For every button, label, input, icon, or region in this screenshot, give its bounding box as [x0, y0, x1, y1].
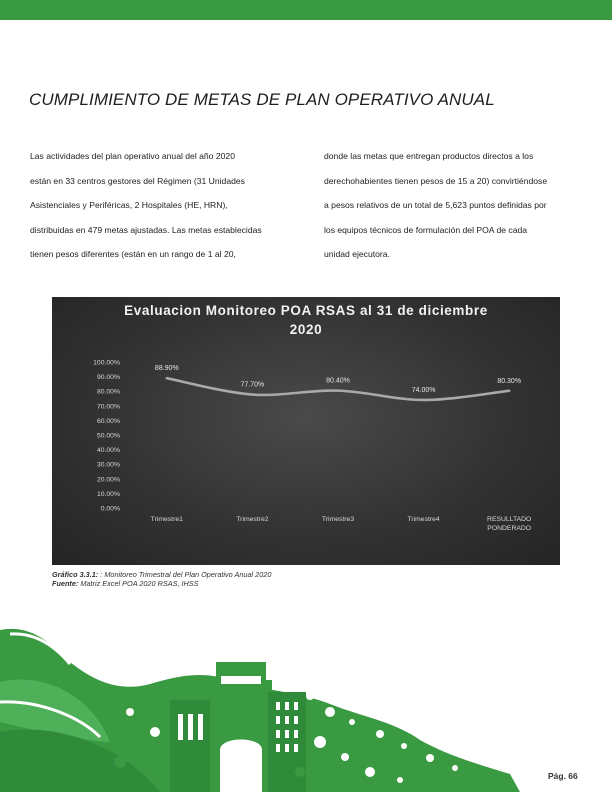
caption-grafico-label: Gráfico 3.3.1:: [52, 570, 99, 579]
caption-grafico-line: [52, 570, 502, 579]
caption-fuente-text: Matriz Excel POA 2020 RSAS, IHSS: [78, 579, 199, 588]
text-line: a pesos relativos de un total de 5,623 puntos definidas por: [324, 200, 547, 210]
caption-fuente-line: [52, 579, 502, 588]
decorative-landscape-art: [0, 622, 612, 792]
y-tick-label: 40.00%: [96, 447, 120, 455]
y-tick-label: 50.00%: [96, 432, 120, 440]
text-line: Las actividades del plan operativo anual del año 2020: [30, 151, 235, 161]
data-label: 88.90%: [154, 365, 179, 373]
chart-title: 2020: [289, 322, 323, 337]
x-tick-label: RESULLTADO: [487, 516, 532, 523]
y-tick-label: 30.00%: [96, 461, 120, 469]
y-tick-label: 0.00%: [100, 505, 120, 513]
text-line: derechohabientes tienen pesos de 15 a 20) convirtiéndose: [324, 175, 548, 186]
figure-caption: [52, 570, 502, 588]
caption-grafico-text: : Monitoreo Trimestral del Plan Operativo Anual 2020: [98, 570, 272, 579]
page-number: Pág. 66: [548, 771, 578, 781]
body-text-left-column: [30, 144, 289, 267]
y-tick-label: 70.00%: [96, 403, 120, 411]
body-text-right-column: [324, 144, 583, 267]
x-tick-label: Trimestre4: [407, 516, 440, 523]
text-line: Asistenciales y Periféricas, 2 Hospitales (HE, HRN),: [30, 200, 228, 210]
data-label: 80.30%: [497, 377, 522, 385]
text-line: están en 33 centros gestores del Régimen (31 Unidades: [30, 175, 245, 186]
caption-fuente-label: Fuente:: [52, 579, 79, 588]
y-tick-label: 10.00%: [96, 490, 120, 498]
data-label: 74.00%: [411, 386, 436, 394]
data-label: 77.70%: [240, 381, 265, 389]
text-line: donde las metas que entregan productos directos a los: [324, 151, 534, 161]
header-accent-bar: [0, 0, 612, 20]
text-line: los equipos técnicos de formulación del POA de cada: [324, 224, 528, 235]
text-line: tienen pesos diferentes (están en un rango de 1 al 20,: [30, 249, 236, 259]
chart-title: Evaluacion Monitoreo POA RSAS al 31 de diciembre: [124, 303, 488, 318]
data-label: 80.40%: [326, 377, 350, 385]
text-line: distribuidas en 479 metas ajustadas. Las metas establecidas: [30, 224, 262, 235]
y-tick-label: 80.00%: [96, 388, 120, 396]
y-tick-label: 60.00%: [96, 417, 120, 425]
y-tick-label: 100.00%: [93, 359, 120, 367]
chart-svg: [52, 297, 560, 565]
x-tick-label: Trimestre2: [236, 516, 269, 523]
line-chart: [52, 297, 560, 565]
section-title: CUMPLIMIENTO DE METAS DE PLAN OPERATIVO ANUAL: [29, 90, 495, 109]
x-tick-label: Trimestre3: [321, 516, 355, 523]
y-tick-label: 20.00%: [96, 476, 120, 484]
x-tick-label: Trimestre1: [150, 516, 183, 523]
y-tick-label: 90.00%: [96, 374, 120, 382]
text-line: unidad ejecutora.: [324, 249, 390, 259]
x-tick-label: PONDERADO: [487, 525, 532, 532]
